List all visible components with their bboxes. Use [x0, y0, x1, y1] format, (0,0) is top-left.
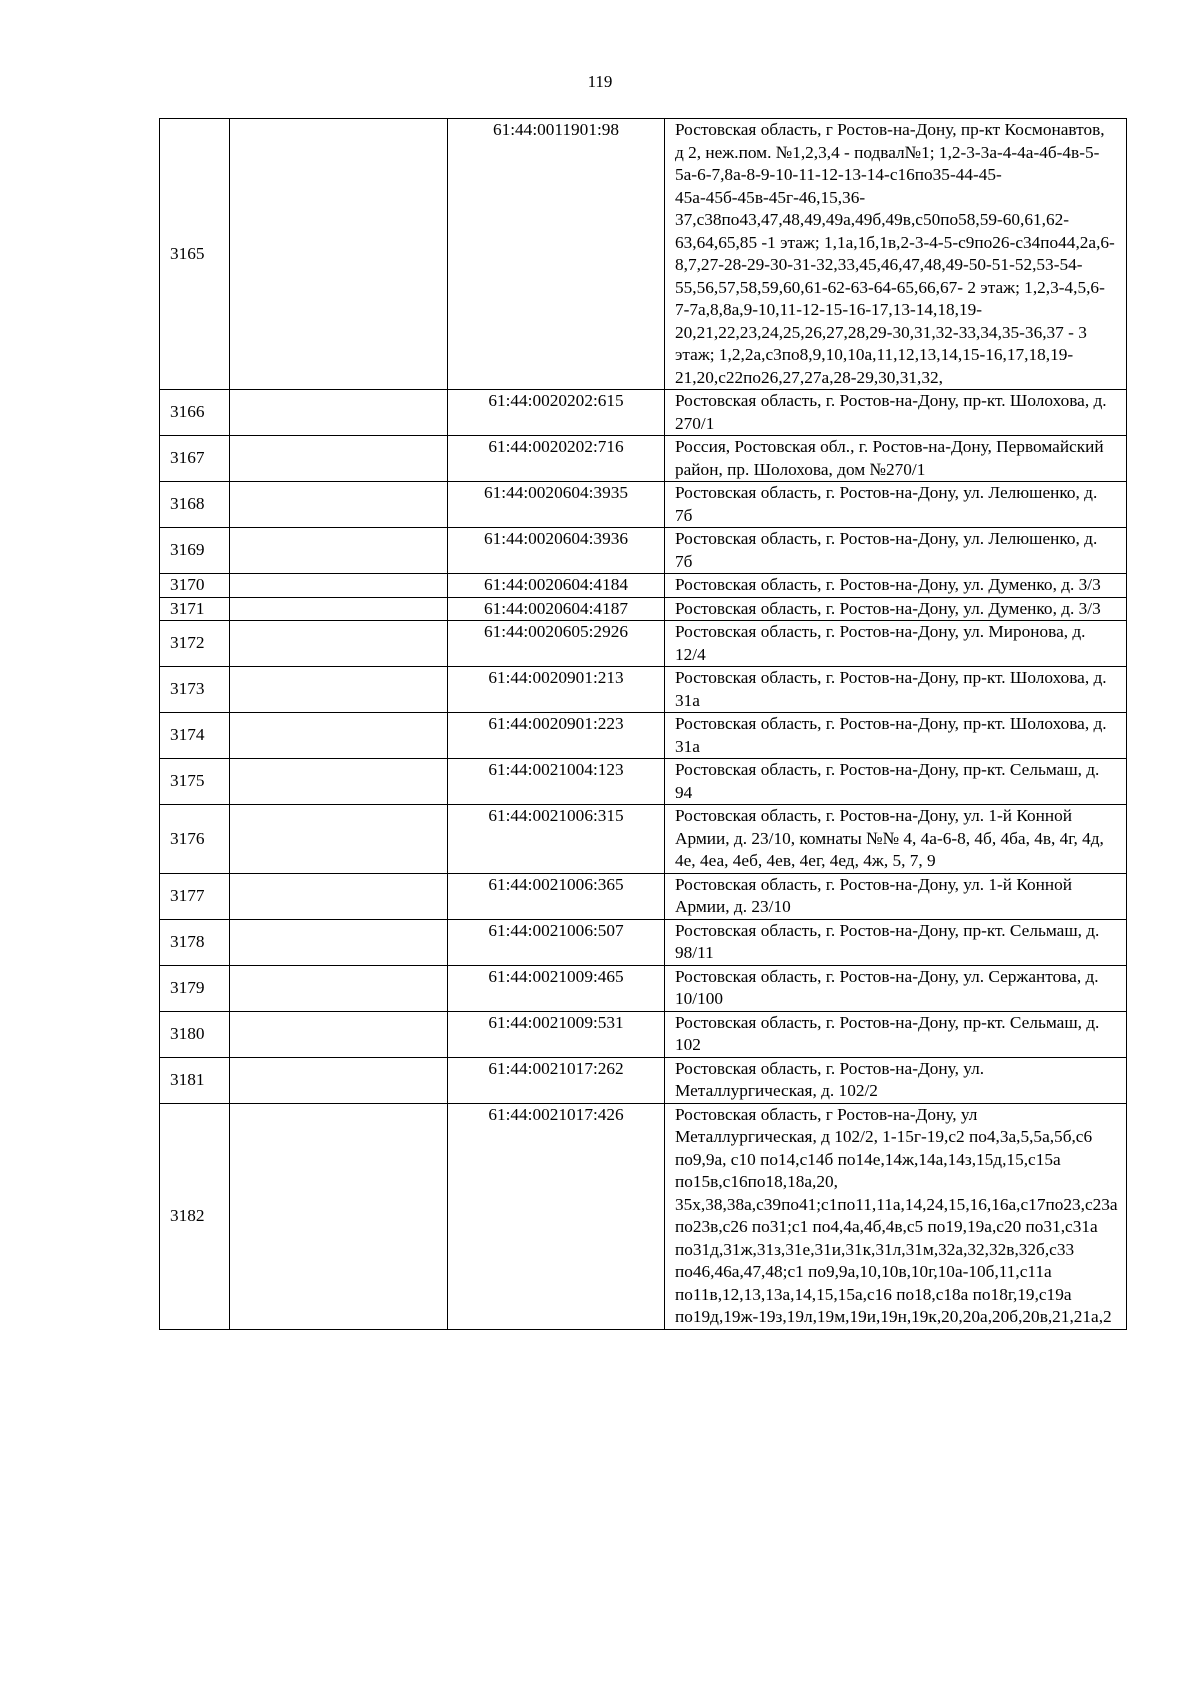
table-row [160, 482, 1127, 528]
address: Ростовская область, г. Ростов-на-Дону, ул. Лелюшенко, д. 7б [665, 482, 1127, 528]
address: Россия, Ростовская обл., г. Ростов-на-Дону, Первомайский район, пр. Шолохова, дом №270/1 [665, 436, 1127, 482]
empty-cell [230, 873, 448, 919]
row-number: 3165 [160, 119, 230, 390]
cadastral-number: 61:44:0021009:465 [448, 965, 665, 1011]
address: Ростовская область, г. Ростов-на-Дону, пр-кт. Шолохова, д. 31а [665, 713, 1127, 759]
row-number: 3177 [160, 873, 230, 919]
address: Ростовская область, г Ростов-на-Дону, пр-кт Космонавтов, д 2, неж.пом. №1,2,3,4 - подвал№1; 1,2-3-3а-4-4а-4б-4в-5-5а-6-7,8а-8-9-10-11-12-13-14-с16по35-44-45-45а-45б-45в-45г-46,15,36-37,с38по43,47,48,49,49а,49б,49в,с50по58,59-60,61,62-63,64,65,85 -1 этаж; 1,1а,1б,1в,2-3-4-5-с9по26-с34по44,2а,6-8,7,27-28-29-30-31-32,33,45,46,47,48,49-50-51-52,53-54-55,56,57,58,59,60,61-62-63-64-65,66,67- 2 этаж; 1,2,3-4,5,6-7-7а,8,8а,9-10,11-12-15-16-17,13-14,18,19-20,21,22,23,24,25,26,27,28,29-30,31,32-33,34,35-36,37 - 3 этаж; 1,2,2а,с3по8,9,10,10а,11,12,13,14,15-16,17,18,19-21,20,с22по26,27,27а,28-29,30,31,32, [665, 119, 1127, 390]
cadastral-number: 61:44:0020202:716 [448, 436, 665, 482]
empty-cell [230, 667, 448, 713]
row-number: 3169 [160, 528, 230, 574]
address: Ростовская область, г. Ростов-на-Дону, пр-кт. Сельмаш, д. 102 [665, 1011, 1127, 1057]
table-row [160, 1011, 1127, 1057]
cadastral-number: 61:44:0020202:615 [448, 390, 665, 436]
address: Ростовская область, г Ростов-на-Дону, ул Металлургическая, д 102/2, 1-15г-19,с2 по4,3а,5,5а,5б,с6 по9,9а, с10 по14,с14б по14е,14ж,14а,14з,15д,15,с15а по15в,с16по18,18а,20, 35х,38,38а,с39по41;с1по11,11а,14,24,15,16,16а,с17по23,с23а по23в,с26 по31;с1 по4,4а,4б,4в,с5 по19,19а,с20 по31,с31а по31д,31ж,31з,31е,31и,31к,31л,31м,32а,32,32в,32б,с33 по46,46а,47,48;с1 по9,9а,10,10в,10г,10а-10б,11,с11а по11в,12,13,13а,14,15,15а,с16 по18,с18а по18г,19,с19а по19д,19ж-19з,19л,19м,19и,19н,19к,20,20а,20б,20в,21,21а,2 [665, 1103, 1127, 1329]
registry-body [160, 119, 1127, 1330]
table-row [160, 621, 1127, 667]
empty-cell [230, 1103, 448, 1329]
table-row [160, 390, 1127, 436]
row-number: 3174 [160, 713, 230, 759]
address: Ростовская область, г. Ростов-на-Дону, ул. Сержантова, д. 10/100 [665, 965, 1127, 1011]
row-number: 3173 [160, 667, 230, 713]
table-row [160, 436, 1127, 482]
table-row [160, 759, 1127, 805]
cadastral-number: 61:44:0011901:98 [448, 119, 665, 390]
address: Ростовская область, г. Ростов-на-Дону, ул. Думенко, д. 3/3 [665, 574, 1127, 598]
address: Ростовская область, г. Ростов-на-Дону, ул. Лелюшенко, д. 7б [665, 528, 1127, 574]
table-row [160, 528, 1127, 574]
cadastral-number: 61:44:0020604:3936 [448, 528, 665, 574]
empty-cell [230, 919, 448, 965]
empty-cell [230, 805, 448, 874]
cadastral-number: 61:44:0021017:426 [448, 1103, 665, 1329]
table-row [160, 713, 1127, 759]
row-number: 3182 [160, 1103, 230, 1329]
row-number: 3170 [160, 574, 230, 598]
cadastral-number: 61:44:0021006:365 [448, 873, 665, 919]
page-number: 119 [587, 72, 613, 91]
row-number: 3171 [160, 597, 230, 621]
cadastral-number: 61:44:0021006:507 [448, 919, 665, 965]
row-number: 3178 [160, 919, 230, 965]
empty-cell [230, 597, 448, 621]
empty-cell [230, 574, 448, 598]
row-number: 3181 [160, 1057, 230, 1103]
empty-cell [230, 1011, 448, 1057]
empty-cell [230, 965, 448, 1011]
address: Ростовская область, г. Ростов-на-Дону, ул. Думенко, д. 3/3 [665, 597, 1127, 621]
empty-cell [230, 436, 448, 482]
address: Ростовская область, г. Ростов-на-Дону, пр-кт. Шолохова, д. 270/1 [665, 390, 1127, 436]
address: Ростовская область, г. Ростов-на-Дону, пр-кт. Шолохова, д. 31а [665, 667, 1127, 713]
table-row [160, 965, 1127, 1011]
row-number: 3180 [160, 1011, 230, 1057]
cadastral-number: 61:44:0021006:315 [448, 805, 665, 874]
address: Ростовская область, г. Ростов-на-Дону, ул. 1-й Конной Армии, д. 23/10 [665, 873, 1127, 919]
cadastral-number: 61:44:0020604:4187 [448, 597, 665, 621]
cadastral-number: 61:44:0020604:3935 [448, 482, 665, 528]
cadastral-number: 61:44:0021004:123 [448, 759, 665, 805]
empty-cell [230, 528, 448, 574]
table-row [160, 919, 1127, 965]
empty-cell [230, 119, 448, 390]
address: Ростовская область, г. Ростов-на-Дону, ул. Металлургическая, д. 102/2 [665, 1057, 1127, 1103]
table-row [160, 574, 1127, 598]
row-number: 3176 [160, 805, 230, 874]
row-number: 3166 [160, 390, 230, 436]
cadastral-number: 61:44:0020901:213 [448, 667, 665, 713]
table-row [160, 1103, 1127, 1329]
row-number: 3172 [160, 621, 230, 667]
address: Ростовская область, г. Ростов-на-Дону, ул. 1-й Конной Армии, д. 23/10, комнаты №№ 4, 4а-6-8, 4б, 4ба, 4в, 4г, 4д, 4е, 4еа, 4еб, 4ев, 4ег, 4ед, 4ж, 5, 7, 9 [665, 805, 1127, 874]
empty-cell [230, 1057, 448, 1103]
table-row [160, 805, 1127, 874]
row-number: 3167 [160, 436, 230, 482]
empty-cell [230, 390, 448, 436]
table-row [160, 873, 1127, 919]
empty-cell [230, 621, 448, 667]
cadastral-number: 61:44:0021009:531 [448, 1011, 665, 1057]
empty-cell [230, 759, 448, 805]
table-row [160, 1057, 1127, 1103]
row-number: 3179 [160, 965, 230, 1011]
cadastral-number: 61:44:0020901:223 [448, 713, 665, 759]
table-row [160, 597, 1127, 621]
row-number: 3175 [160, 759, 230, 805]
cadastral-number: 61:44:0020604:4184 [448, 574, 665, 598]
cadastral-number: 61:44:0020605:2926 [448, 621, 665, 667]
cadastral-number: 61:44:0021017:262 [448, 1057, 665, 1103]
registry-table [159, 118, 1127, 1330]
address: Ростовская область, г. Ростов-на-Дону, пр-кт. Сельмаш, д. 98/11 [665, 919, 1127, 965]
address: Ростовская область, г. Ростов-на-Дону, ул. Миронова, д. 12/4 [665, 621, 1127, 667]
row-number: 3168 [160, 482, 230, 528]
table-row [160, 667, 1127, 713]
address: Ростовская область, г. Ростов-на-Дону, пр-кт. Сельмаш, д. 94 [665, 759, 1127, 805]
table-row [160, 119, 1127, 390]
empty-cell [230, 713, 448, 759]
empty-cell [230, 482, 448, 528]
